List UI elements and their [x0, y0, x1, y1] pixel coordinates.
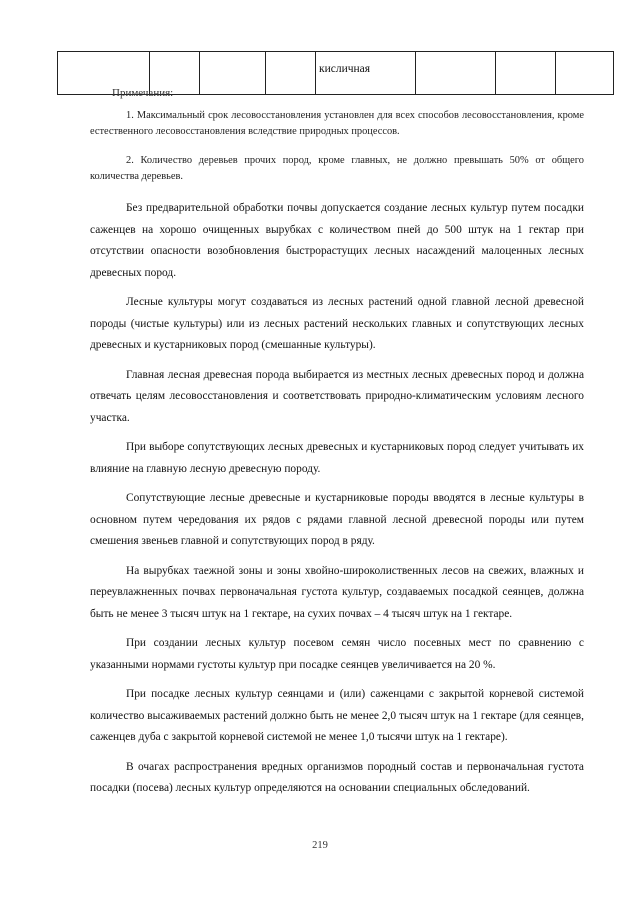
- notes-title: Примечания:: [112, 87, 174, 99]
- paragraph: Лесные культуры могут создаваться из лесных растений одной главной лесной древесной породы (чистые культуры) или из лесных растений нескольких главных и сопутствующих лесных древесных и кустарниковых пород (смешанные культуры).: [90, 296, 584, 351]
- table-cell: [556, 52, 614, 95]
- table-cell-forest-type: кисличная: [316, 52, 416, 95]
- note-item: 2. Количество деревьев прочих пород, кроме главных, не должно превышать 50% от общего количества деревьев.: [90, 155, 584, 182]
- table-cell: [416, 52, 496, 95]
- note-item: 1. Максимальный срок лесовосстановления установлен для всех способов лесовосстановления, кроме естественного лесовосстановления вследствие природных процессов.: [90, 110, 584, 137]
- paragraph: На вырубках таежной зоны и зоны хвойно-широколиственных лесов на свежих, влажных и переувлажненных почвах первоначальная густота культур, создаваемых посадкой сеянцев, должна быть не менее 3 тысяч штук на 1 гектаре, на сухих почвах – 4 тысяч штук на 1 гектаре.: [90, 564, 584, 620]
- body-text: [90, 108, 584, 808]
- paragraph: Без предварительной обработки почвы допускается создание лесных культур путем посадки саженцев на хорошо очищенных вырубках с количеством пней до 500 штук на 1 гектар при отсутствии опасности возобновления быстрорастущих лесных насаждений малоценных лесных древесных пород.: [90, 202, 584, 279]
- paragraph: При выборе сопутствующих лесных древесных и кустарниковых пород следует учитывать их влияние на главную лесную древесную породу.: [90, 441, 584, 475]
- paragraph: При посадке лесных культур сеянцами и (или) саженцами с закрытой корневой системой количество высаживаемых растений должно быть не менее 2,0 тысяч штук на 1 гектаре (для сеянцев, саженцев дуба с закрытой корневой системой не менее 1,0 тысячи штук на 1 гектаре).: [90, 688, 584, 743]
- paragraph: При создании лесных культур посевом семян число посевных мест по сравнению с указанными нормами густоты культур при посадке сеянцев увеличивается на 20 %.: [90, 637, 584, 671]
- paragraph: Главная лесная древесная порода выбирается из местных лесных древесных пород и должна отвечать целям лесовосстановления и соответствовать природно-климатическим условиям лесного участка.: [90, 368, 584, 424]
- table-cell: [200, 52, 266, 95]
- table-cell: [496, 52, 556, 95]
- page-number: 219: [312, 840, 328, 851]
- table-cell: [266, 52, 316, 95]
- paragraph: Сопутствующие лесные древесные и кустарниковые породы вводятся в лесные культуры в основном путем чередования их рядов с рядами главной лесной древесной породы или путем смешения звеньев главной и сопутствующих пород в ряду.: [90, 492, 584, 547]
- paragraph: В очагах распространения вредных организмов породный состав и первоначальная густота посадки (посева) лесных культур определяются на основании специальных обследований.: [90, 760, 584, 794]
